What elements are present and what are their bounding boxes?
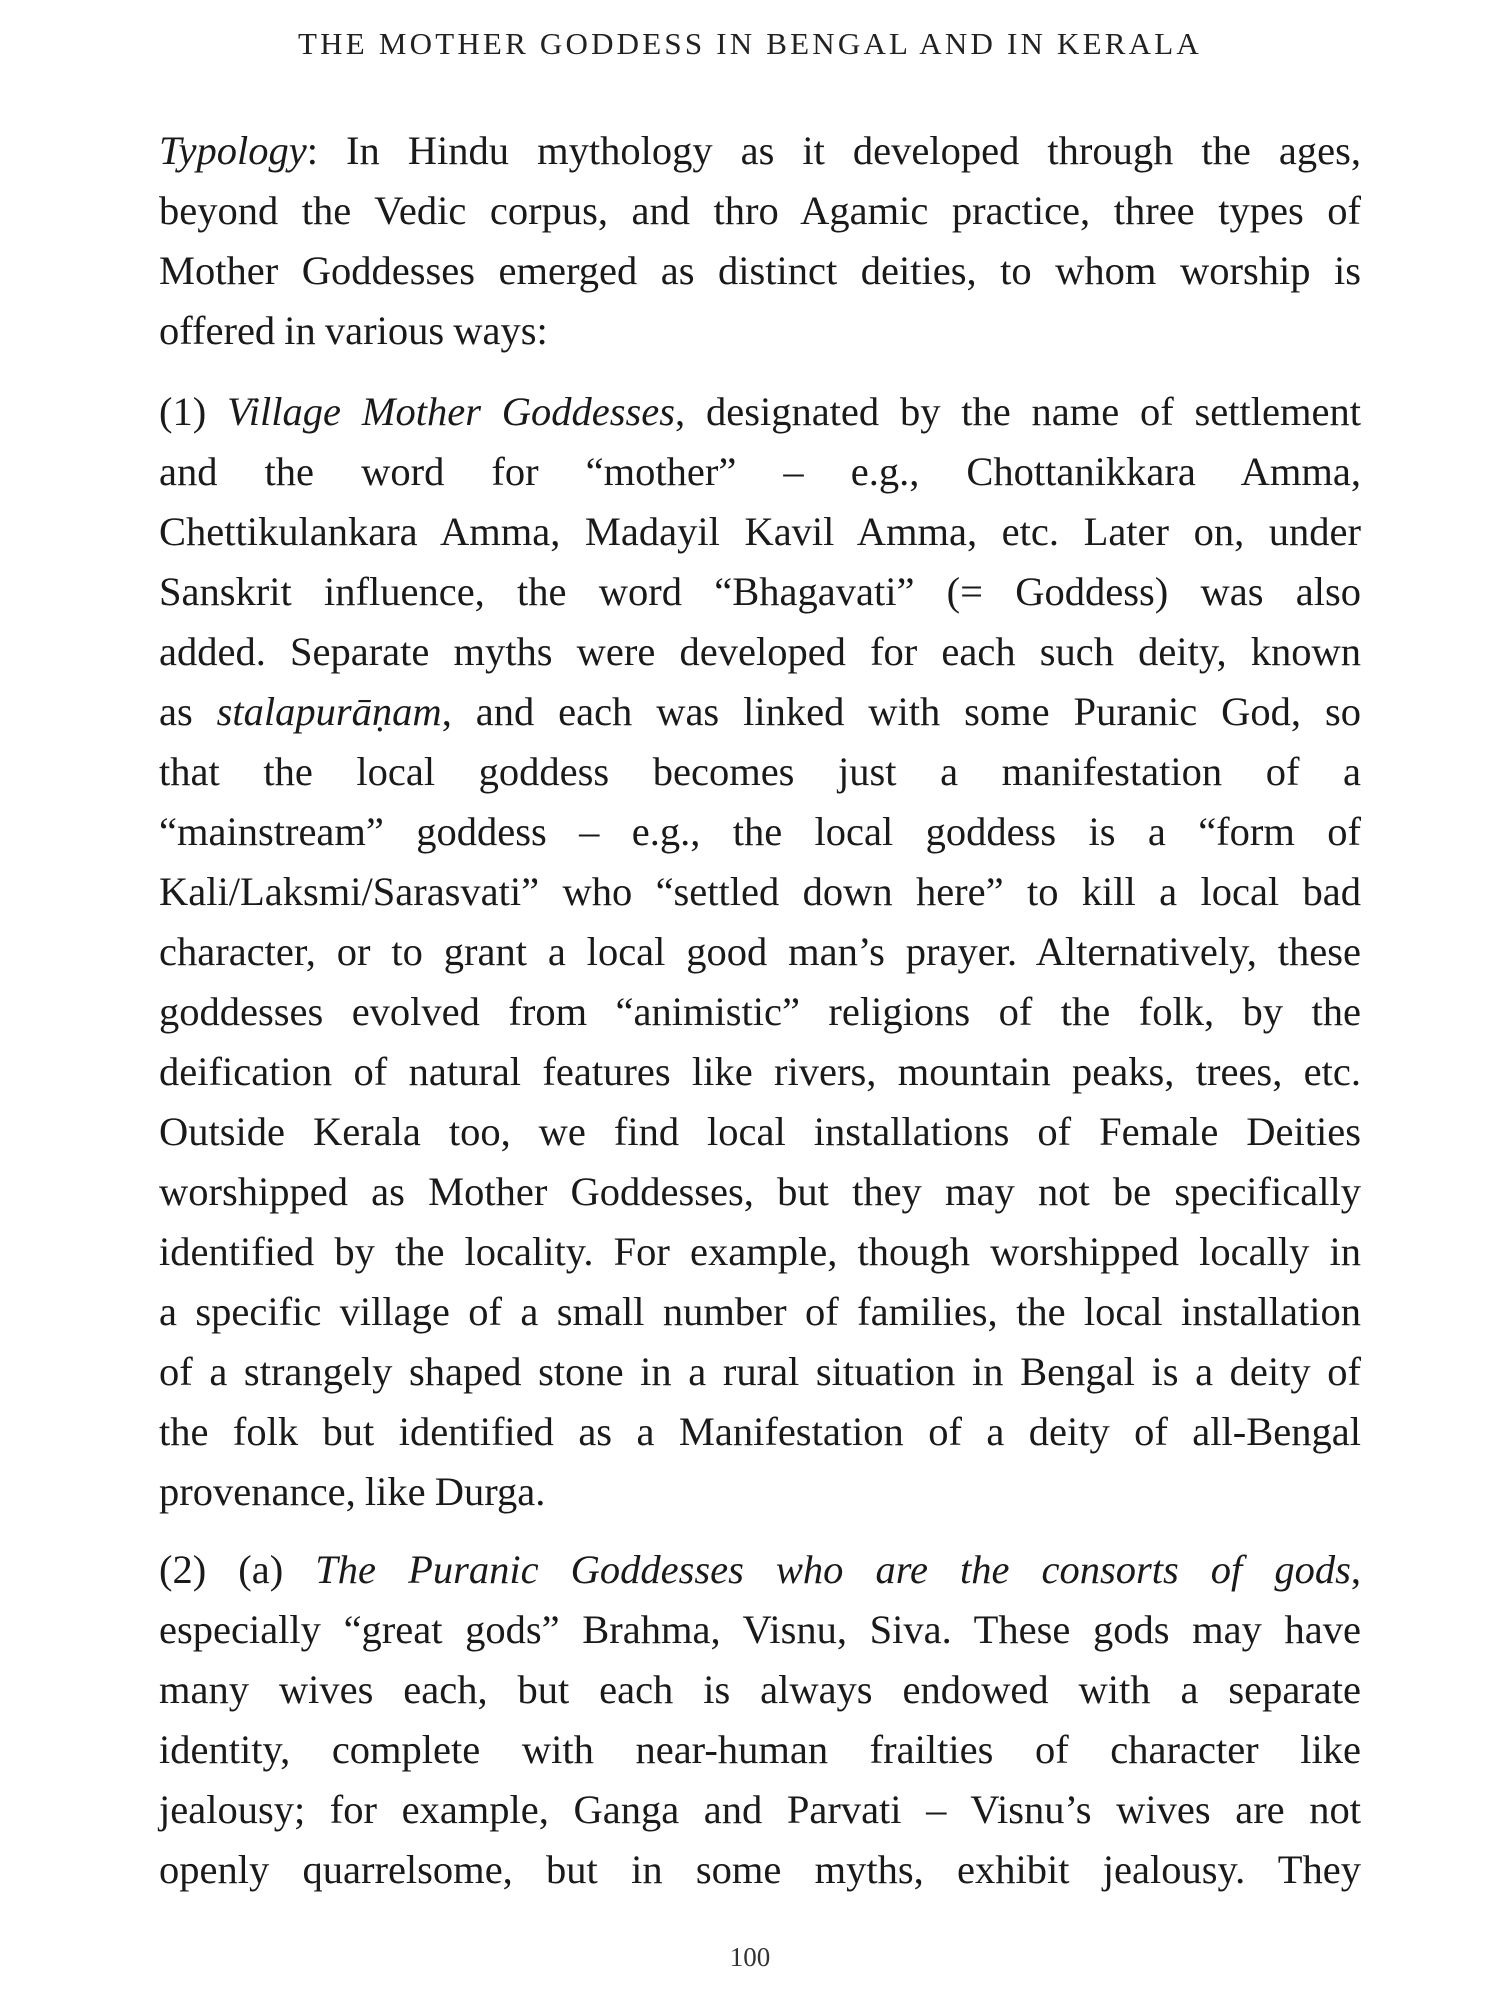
text-segment: Outside Kerala too, we find local installations of Female Deities [159, 1109, 1361, 1154]
paragraph-puranic-goddesses [159, 1540, 1361, 1900]
text-segment: goddesses evolved from “animistic” religions of the folk, by the [159, 989, 1361, 1034]
text-line [159, 1720, 1361, 1780]
text-line [159, 1162, 1361, 1222]
text-line [159, 1540, 1361, 1600]
text-segment: (2) (a) [159, 1547, 316, 1592]
italic-text: Typology [159, 128, 307, 173]
text-segment: of a strangely shaped stone in a rural situation in Bengal is a deity of [159, 1349, 1361, 1394]
text-segment: openly quarrelsome, but in some myths, exhibit jealousy. They [159, 1847, 1361, 1892]
text-segment: Kali/Laksmi/Sarasvati” who “settled down here” to kill a local bad [159, 869, 1361, 914]
text-segment: (1) [159, 389, 228, 434]
text-segment: provenance, like Durga. [159, 1469, 546, 1514]
text-segment: identity, complete with near-human frailties of character like [159, 1727, 1361, 1772]
text-segment: and the word for “mother” – e.g., Chottanikkara Amma, [159, 449, 1361, 494]
text-line [159, 1222, 1361, 1282]
text-line [159, 1282, 1361, 1342]
text-line [159, 1600, 1361, 1660]
text-segment: offered in various ways: [159, 308, 548, 353]
text-line [159, 622, 1361, 682]
text-line [159, 862, 1361, 922]
italic-text: The Puranic Goddesses who are the consorts of gods [315, 1547, 1351, 1592]
text-line [159, 1660, 1361, 1720]
italic-text: stalapurāṇam [216, 689, 442, 734]
text-segment: the folk but identified as a Manifestation of a deity of all-Bengal [159, 1409, 1361, 1454]
text-line [159, 1840, 1361, 1900]
text-segment: that the local goddess becomes just a manifestation of a [159, 749, 1361, 794]
text-line [159, 241, 1361, 301]
text-line [159, 1342, 1361, 1402]
text-segment: : In Hindu mythology as it developed through the ages, [306, 128, 1361, 173]
paragraph-village-mother-goddesses [159, 382, 1361, 1522]
paragraph-typology [159, 121, 1361, 361]
text-line [159, 382, 1361, 442]
text-segment: deification of natural features like rivers, mountain peaks, trees, etc. [159, 1049, 1361, 1094]
text-segment: , designated by the name of settlement [675, 389, 1361, 434]
text-segment: many wives each, but each is always endowed with a separate [159, 1667, 1361, 1712]
text-segment: character, or to grant a local good man’s prayer. Alternatively, these [159, 929, 1361, 974]
text-segment: added. Separate myths were developed for each such deity, known [159, 629, 1361, 674]
page-number: 100 [729, 1942, 771, 1972]
text-line [159, 982, 1361, 1042]
text-line [159, 1102, 1361, 1162]
text-line [159, 1402, 1361, 1462]
text-segment: identified by the locality. For example, though worshipped locally in [159, 1229, 1361, 1274]
text-segment: Sanskrit influence, the word “Bhagavati” (= Goddess) was also [159, 569, 1361, 614]
text-line [159, 1462, 1361, 1522]
text-line [159, 802, 1361, 862]
text-segment: “mainstream” goddess – e.g., the local goddess is a “form of [159, 809, 1361, 854]
text-line [159, 742, 1361, 802]
text-line [159, 562, 1361, 622]
running-header: THE MOTHER GODDESS IN BENGAL AND IN KERALA [298, 26, 1202, 61]
text-line [159, 1780, 1361, 1840]
text-segment: a specific village of a small number of families, the local installation [159, 1289, 1361, 1334]
text-line [159, 301, 1361, 361]
text-segment: , and each was linked with some Puranic God, so [441, 689, 1361, 734]
text-line [159, 442, 1361, 502]
text-segment: jealousy; for example, Ganga and Parvati – Visnu’s wives are not [159, 1787, 1361, 1832]
text-line [159, 502, 1361, 562]
text-segment: as [159, 689, 217, 734]
text-line [159, 922, 1361, 982]
text-segment: worshipped as Mother Goddesses, but they may not be specifically [159, 1169, 1361, 1214]
text-segment: especially “great gods” Brahma, Visnu, Siva. These gods may have [159, 1607, 1361, 1652]
text-line [159, 1042, 1361, 1102]
text-segment: Chettikulankara Amma, Madayil Kavil Amma, etc. Later on, under [159, 509, 1361, 554]
text-line [159, 682, 1361, 742]
text-line [159, 121, 1361, 181]
text-segment: beyond the Vedic corpus, and thro Agamic practice, three types of [159, 188, 1361, 233]
text-line [159, 181, 1361, 241]
text-segment: , [1350, 1547, 1361, 1592]
italic-text: Village Mother Goddesses [227, 389, 676, 434]
text-segment: Mother Goddesses emerged as distinct deities, to whom worship is [159, 248, 1361, 293]
